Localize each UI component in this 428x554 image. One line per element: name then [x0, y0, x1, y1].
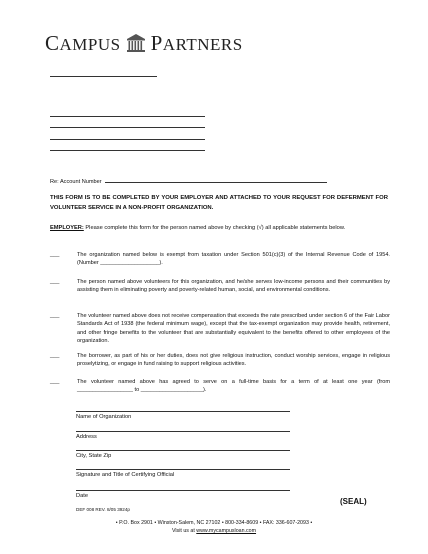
address-label: Address	[76, 434, 97, 440]
footer-contact: • P.O. Box 2901 • Winston-Salem, NC 27102 • 800-334-8609 • FAX: 336-607-2093 •	[115, 520, 313, 526]
date-label: Date	[76, 493, 89, 499]
employer-label: EMPLOYER:	[50, 225, 84, 231]
footer-visit	[0, 528, 428, 534]
checklist-item-text: The volunteer named above does not receive compensation that exceeds the rate prescribed under section 6 of the Fair Labor Standards Act of 1938 (the federal minimum wage), except that the tax-exempt organization may provide health, retirement, and other fringe benefits to the volunteer that are substantially equivalent to the benefits offered to other employees of the organization.	[77, 313, 390, 345]
account-number-field[interactable]	[105, 176, 327, 183]
date-line[interactable]	[76, 490, 290, 491]
organization-name-line[interactable]	[76, 411, 290, 412]
checklist-item-text: The volunteer named above has agreed to serve on a full-time basis for a term of at least one year (from __________________ to ____________________).	[77, 379, 390, 394]
employer-text: Please complete this form for the person named above by checking (√) all applicable statements below.	[83, 225, 346, 231]
checklist-item-text: The organization named below is exempt from taxation under Section 501(c)(3) of the Internal Revenue Code of 1954. (Number ___________________).	[77, 252, 390, 267]
signature-label: Signature and Title of Certifying Official	[76, 472, 175, 478]
address-line-1[interactable]	[50, 116, 205, 117]
signature-line[interactable]	[76, 469, 290, 470]
check-blank[interactable]: ___	[50, 252, 60, 258]
campus-partners-logo	[45, 32, 243, 54]
account-number-label: Re: Account Number	[50, 179, 102, 185]
address-line[interactable]	[76, 431, 290, 432]
check-blank[interactable]: ___	[50, 313, 60, 319]
organization-name-label: Name of Organization	[76, 414, 132, 420]
address-line-3[interactable]	[50, 139, 205, 140]
city-state-zip-label: City, State Zip	[76, 453, 112, 459]
check-blank[interactable]: ___	[50, 379, 60, 385]
checklist-item-text: The person named above volunteers for this organization, and he/she serves low-income persons and their communities by assisting them in eliminating poverty and poverty-related human, social, and environmental conditions.	[77, 279, 390, 294]
building-icon	[126, 33, 146, 53]
logo-word-campus: CAMPUS	[45, 30, 121, 55]
address-line-2[interactable]	[50, 127, 205, 128]
form-heading: THIS FORM IS TO BE COMPLETED BY YOUR EMPLOYER AND ATTACHED TO YOUR REQUEST FOR DEFERMENT FOR VOLUNTEER SERVICE IN A NON-PROFIT ORGANIZATION.	[50, 195, 388, 211]
employer-instructions	[50, 224, 388, 233]
website-link[interactable]: www.mycampusloan.com	[196, 528, 257, 534]
seal-label: (SEAL)	[340, 497, 367, 506]
checklist-item-text: The borrower, as part of his or her duties, does not give religious instruction, conduct worship services, engage in religious proselytizing, or engage in fund raising to support religious activities.	[77, 353, 390, 368]
logo-word-partners: PARTNERS	[150, 30, 243, 55]
account-number-row	[50, 176, 327, 185]
address-line-4[interactable]	[50, 150, 205, 151]
check-blank[interactable]: ___	[50, 279, 60, 285]
name-line[interactable]	[50, 76, 157, 77]
city-state-zip-line[interactable]	[76, 450, 290, 451]
form-code: DEF 008 REV. 8/05 3924p	[76, 507, 130, 512]
check-blank[interactable]: ___	[50, 353, 60, 359]
footer-visit-text: Visit us at	[171, 528, 197, 534]
